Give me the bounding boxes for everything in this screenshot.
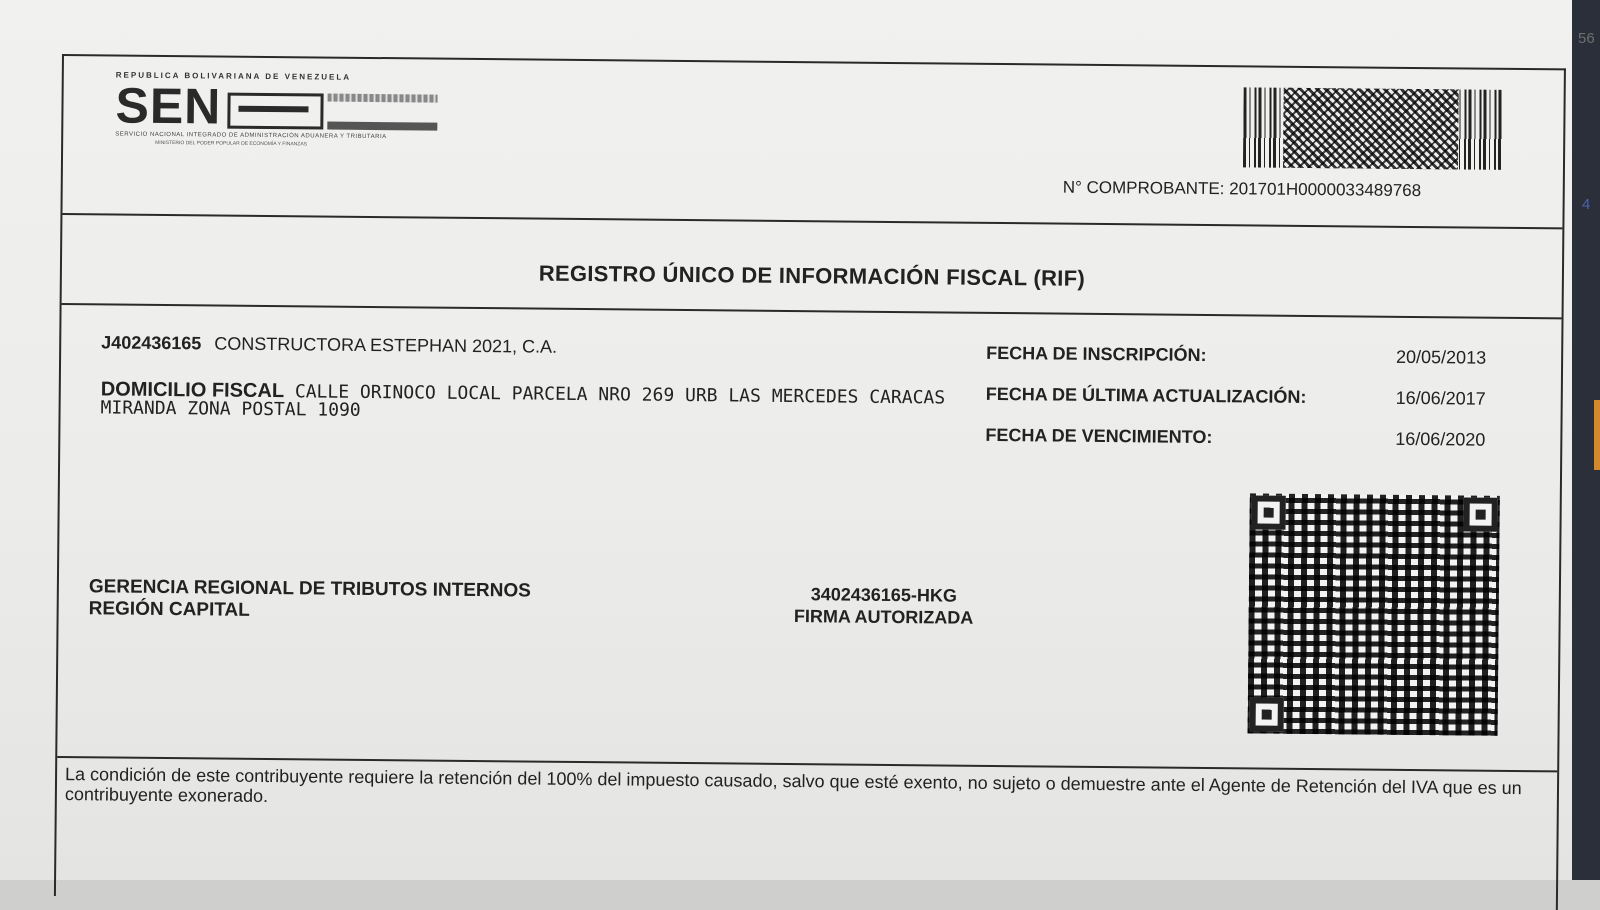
document-title: REGISTRO ÚNICO DE INFORMACIÓN FISCAL (RIF) [538,260,1086,291]
logo-mark [227,93,323,130]
edge-accent [1594,400,1600,470]
barcode [1243,87,1504,169]
gerencia-line2: REGIÓN CAPITAL [88,598,250,621]
date-inscripcion [986,343,1486,389]
edge-digits: 56 [1578,30,1595,47]
edge-link-digit: 4 [1582,196,1591,213]
divider-header [62,213,1562,229]
taxpayer-line [101,332,557,357]
gerencia-line1: GERENCIA REGIONAL DE TRIBUTOS INTERNOS [88,576,531,602]
domicilio-text: CALLE ORINOCO LOCAL PARCELA NRO 269 URB LAS MERCEDES CARACAS MIRANDA ZONA POSTAL 1090 [100,381,946,421]
logo-agency-text: SERVICIO NACIONAL INTEGRADO DE ADMINISTRACIÓN ADUANERA Y TRIBUTARIA [115,131,387,141]
date-actualizacion-label: FECHA DE ÚLTIMA ACTUALIZACIÓN: [985,383,1307,407]
logo-flag-bars [327,94,437,131]
divider-title [62,303,1562,319]
qr-finder-top-left [1251,495,1285,529]
qr-code [1248,493,1500,735]
domicilio-fiscal [101,380,981,425]
gerencia-block [89,576,531,624]
qr-finder-top-right [1463,497,1497,531]
domicilio-label: DOMICILIO FISCAL [100,378,285,403]
condicion-text: La condición de este contribuyente requiere la retención del 100% del impuesto causado, salvo que esté exento, no sujeto o demuestre ante el Agente de Retención del IVA que es un contribuyente exonerado. [64,764,1522,807]
comprobante-number [1063,178,1422,201]
firma-code: 3402436165-HKG [810,584,957,606]
date-vencimiento-value: 16/06/2020 [1395,428,1486,450]
firma-label: FIRMA AUTORIZADA [793,606,974,628]
rif-number: J402436165 [101,332,202,354]
logo-wordmark: SEN [115,77,222,135]
comprobante-value: 201701H0000033489768 [1229,179,1422,201]
date-actualizacion [985,384,1485,430]
firma-block [774,583,994,629]
rif-certificate [54,54,1566,910]
comprobante-label: N° COMPROBANTE: [1062,177,1225,199]
date-vencimiento-label: FECHA DE VENCIMIENTO: [985,424,1213,448]
logo-ministry-text: MINISTERIO DEL PODER POPULAR DE ECONOMÍA Y FINANZAS [155,139,308,148]
seniat-logo [115,71,476,184]
dates-block [985,343,1486,471]
logo-country-text: REPUBLICA BOLIVARIANA DE VENEZUELA [115,70,352,82]
date-inscripcion-value: 20/05/2013 [1395,346,1487,368]
date-actualizacion-value: 16/06/2017 [1395,387,1486,409]
date-inscripcion-label: FECHA DE INSCRIPCIÓN: [986,342,1207,365]
qr-finder-bottom-left [1250,697,1284,731]
date-vencimiento [985,425,1485,471]
taxpayer-name: CONSTRUCTORA ESTEPHAN 2021, C.A. [214,333,558,357]
